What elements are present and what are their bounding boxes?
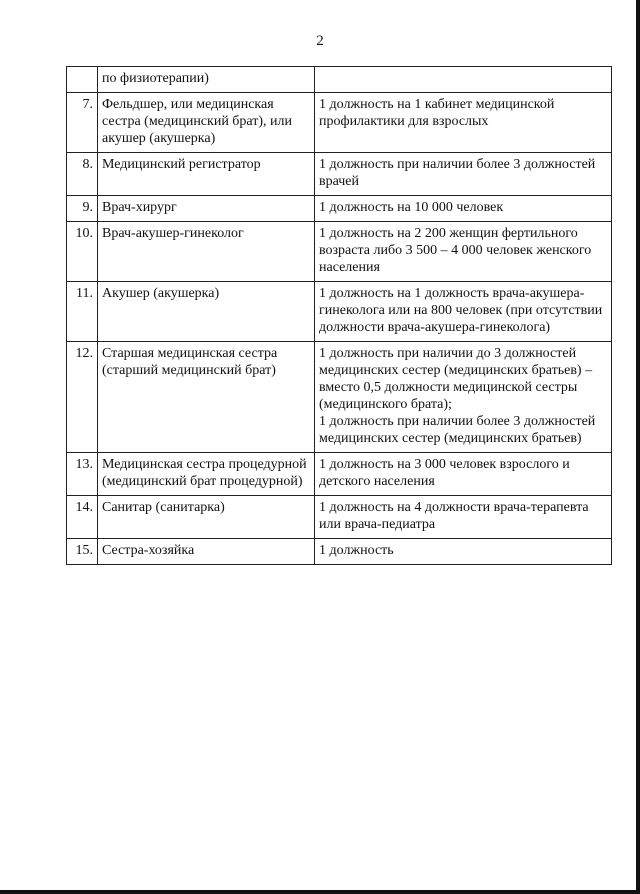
staffing-norm: 1 должность на 1 должность врача-акушера-гинеколога или на 800 человек (при отсутствии должности врача-акушера-гинеколога) <box>315 282 612 342</box>
table-row <box>67 539 612 565</box>
staffing-norm: 1 должность на 4 должности врача-терапевта или врача-педиатра <box>315 496 612 539</box>
position-title: Врач-хирург <box>98 196 315 222</box>
row-number: 15. <box>67 539 98 565</box>
staffing-norm: 1 должность на 1 кабинет медицинской профилактики для взрослых <box>315 93 612 153</box>
row-number: 10. <box>67 222 98 282</box>
table-row <box>67 67 612 93</box>
row-number: 7. <box>67 93 98 153</box>
row-number: 9. <box>67 196 98 222</box>
staffing-norm: 1 должность <box>315 539 612 565</box>
table-row <box>67 93 612 153</box>
scan-edge-bottom <box>0 890 640 894</box>
table-row <box>67 496 612 539</box>
position-title: Врач-акушер-гинеколог <box>98 222 315 282</box>
position-title: Фельдшер, или медицинская сестра (медицинский брат), или акушер (акушерка) <box>98 93 315 153</box>
row-number: 11. <box>67 282 98 342</box>
staffing-norm: 1 должность на 2 200 женщин фертильного возраста либо 3 500 – 4 000 человек женского населения <box>315 222 612 282</box>
position-title: Санитар (санитарка) <box>98 496 315 539</box>
row-number <box>67 67 98 93</box>
scan-edge-right <box>636 0 640 894</box>
position-title: по физиотерапии) <box>98 67 315 93</box>
table-row <box>67 282 612 342</box>
staffing-norm <box>315 67 612 93</box>
staffing-norm: 1 должность при наличии до 3 должностей медицинских сестер (медицинских братьев) – вместо 0,5 должности медицинской сестры (медицинского брата); 1 должность при наличии более 3 должностей медицинских сестер (медицинских братьев) <box>315 342 612 453</box>
position-title: Акушер (акушерка) <box>98 282 315 342</box>
staffing-norm: 1 должность на 10 000 человек <box>315 196 612 222</box>
position-title: Сестра-хозяйка <box>98 539 315 565</box>
table-row <box>67 222 612 282</box>
row-number: 12. <box>67 342 98 453</box>
position-title: Старшая медицинская сестра (старший медицинский брат) <box>98 342 315 453</box>
staffing-table <box>66 66 612 565</box>
table-row <box>67 342 612 453</box>
table-row <box>67 196 612 222</box>
staffing-norm: 1 должность при наличии более 3 должностей врачей <box>315 153 612 196</box>
position-title: Медицинская сестра процедурной (медицинский брат процедурной) <box>98 453 315 496</box>
row-number: 13. <box>67 453 98 496</box>
page-number: 2 <box>316 33 324 49</box>
position-title: Медицинский регистратор <box>98 153 315 196</box>
row-number: 14. <box>67 496 98 539</box>
staffing-norm: 1 должность на 3 000 человек взрослого и детского населения <box>315 453 612 496</box>
row-number: 8. <box>67 153 98 196</box>
staffing-table-body <box>67 67 612 565</box>
table-row <box>67 453 612 496</box>
table-row <box>67 153 612 196</box>
